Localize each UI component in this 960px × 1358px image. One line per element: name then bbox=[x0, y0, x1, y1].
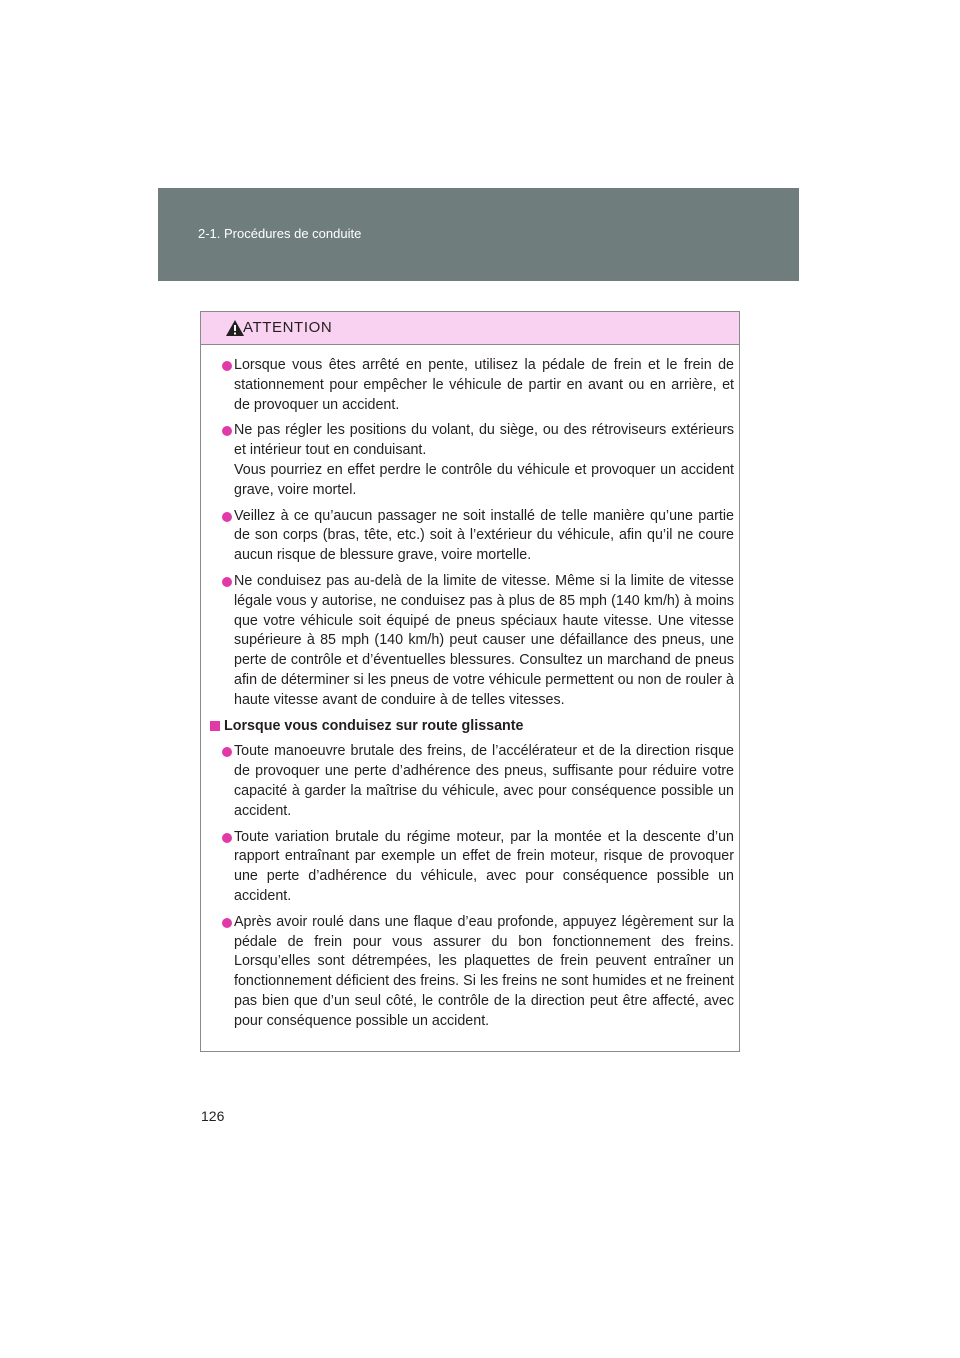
bullet-item bbox=[210, 507, 734, 566]
page-number: 126 bbox=[201, 1108, 225, 1124]
bullet-text: Veillez à ce qu’aucun passager ne soit installé de telle manière qu’une partie de son corps (bras, tête, etc.) soit à l’extérieur du véhicule, afin qu’il ne coure aucun risque de blessure grave, voire mortelle. bbox=[234, 507, 734, 564]
bullet-item bbox=[210, 421, 734, 500]
bullet-item bbox=[210, 356, 734, 415]
attention-box bbox=[200, 311, 740, 1052]
bullet-item bbox=[210, 828, 734, 907]
bullet-text: Ne conduisez pas au-delà de la limite de vitesse. Même si la limite de vitesse légale vous y autorise, ne conduisez pas à plus de 85 mph (140 km/h) à moins que votre véhicule soit équipé de pneus spéciaux haute vitesse. Une vitesse supérieure à 85 mph (140 km/h) peut causer une défaillance des pneus, une perte de contrôle et d’éventuelles blessures. Consultez un marchand de pneus afin de déterminer si les pneus de votre véhicule permettent ou non de rouler à haute vitesse avant de conduire à de telles vitesses. bbox=[234, 572, 734, 708]
bullet-text: Après avoir roulé dans une flaque d’eau profonde, appuyez légèrement sur la pédale de frein pour vous assurer du bon fonctionnement des freins. Lorsqu’elles sont détrempées, les plaquettes de frein peuvent entraîner un fonctionnement déficient des freins. Si les freins ne sont humides et ne freinent pas bien que d’un seul côté, le contrôle de la direction peut être affecté, avec pour conséquence possible un accident. bbox=[234, 913, 734, 1029]
bullet-item bbox=[210, 913, 734, 1032]
bullet-dot-icon bbox=[222, 918, 232, 928]
subheading bbox=[210, 717, 734, 737]
subheading-text: Lorsque vous conduisez sur route glissante bbox=[224, 717, 524, 734]
bullet-item bbox=[210, 572, 734, 711]
bullet-text: Lorsque vous êtes arrêté en pente, utilisez la pédale de frein et le frein de stationnement pour empêcher le véhicule de partir en avant ou en arrière, et de provoquer un accident. bbox=[234, 357, 734, 413]
section-header-band bbox=[158, 188, 799, 281]
bullet-dot-icon bbox=[222, 426, 232, 436]
bullet-item bbox=[210, 742, 734, 821]
warning-triangle-icon bbox=[225, 319, 245, 337]
attention-header bbox=[201, 312, 739, 345]
bullet-dot-icon bbox=[222, 361, 232, 371]
bullet-text: Toute manoeuvre brutale des freins, de l’accélérateur et de la direction risque de provoquer une perte d’adhérence des pneus, suffisante pour réduire votre capacité à garder la maîtrise du véhicule, avec pour conséquence possible un accident. bbox=[234, 743, 734, 819]
bullet-text: Toute variation brutale du régime moteur, par la montée et la descente d’un rapport entraînant par exemple un effet de frein moteur, risque de provoquer une perte d’adhérence du véhicule, avec pour conséquence possible un accident. bbox=[234, 828, 734, 904]
bullet-dot-icon bbox=[222, 747, 232, 757]
bullet-dot-icon bbox=[222, 833, 232, 843]
attention-title: ATTENTION bbox=[243, 319, 333, 336]
bullet-text: Vous pourriez en effet perdre le contrôle du véhicule et provoquer un accident grave, voire mortel. bbox=[234, 461, 734, 498]
bullet-dot-icon bbox=[222, 512, 232, 522]
section-title: 2-1. Procédures de conduite bbox=[198, 226, 362, 241]
bullet-text: Ne pas régler les positions du volant, du siège, ou des rétroviseurs extérieurs et intérieur tout en conduisant. bbox=[234, 422, 734, 459]
attention-content bbox=[210, 356, 734, 1038]
bullet-dot-icon bbox=[222, 577, 232, 587]
square-bullet-icon bbox=[210, 721, 220, 731]
